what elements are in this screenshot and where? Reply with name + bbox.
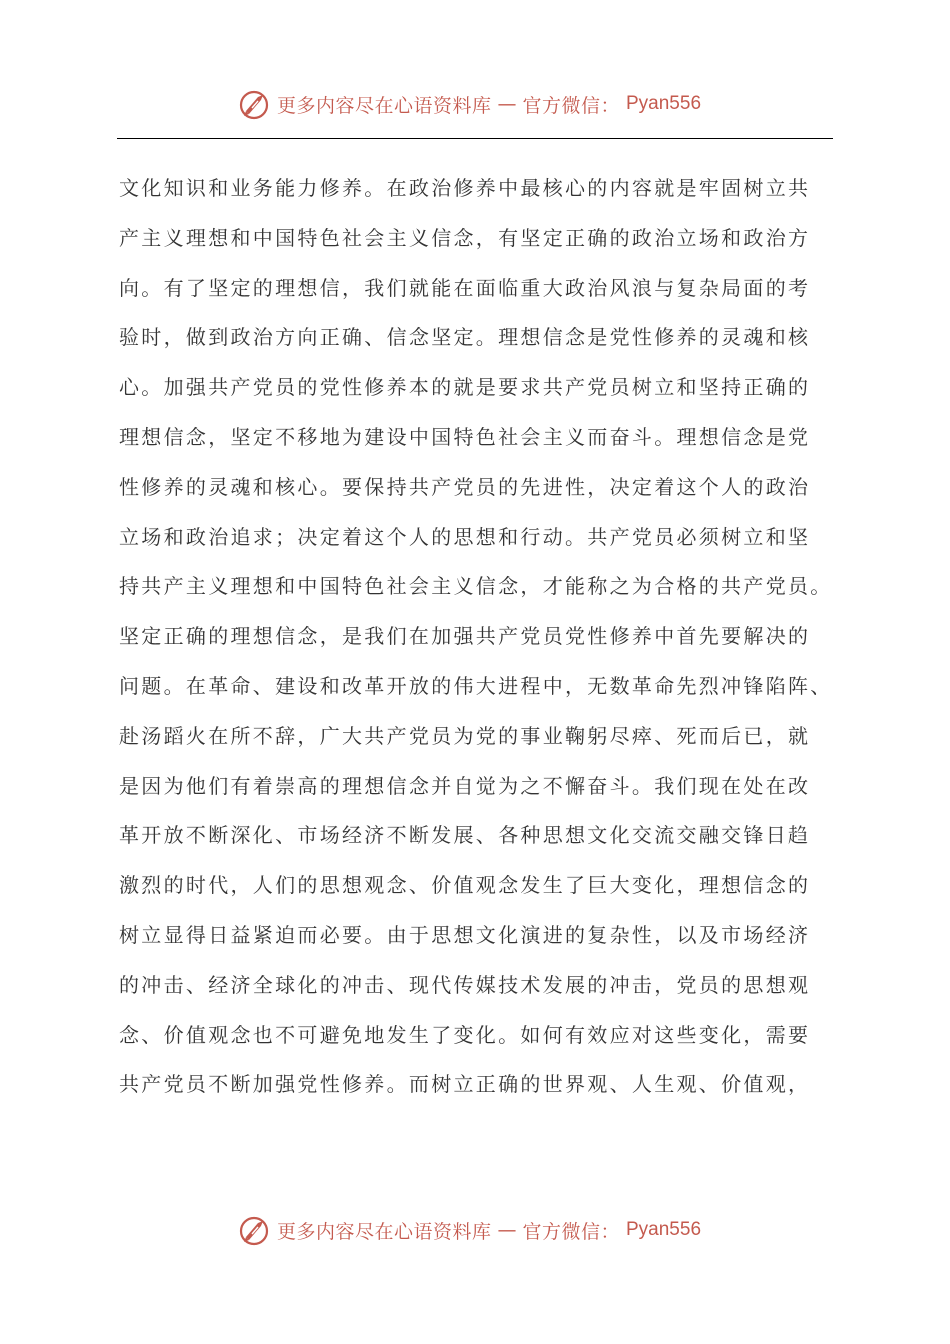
pen-nib-logo-icon bbox=[237, 1213, 271, 1247]
text-line: 是因为他们有着崇高的理想信念并自觉为之不懈奋斗。我们现在处在改 bbox=[119, 773, 811, 798]
text-line: 树立显得日益紧迫而必要。由于思想文化演进的复杂性，以及市场经济 bbox=[119, 922, 811, 947]
document-body bbox=[119, 164, 831, 1110]
text-line: 共产党员不断加强党性修养。而树立正确的世界观、人生观、价值观， bbox=[119, 1072, 811, 1097]
footer-wechat-label: 官方微信： bbox=[522, 1220, 620, 1243]
text-line: 持共产主义理想和中国特色社会主义信念，才能称之为合格的共产党员。 bbox=[119, 574, 833, 599]
text-line: 激烈的时代，人们的思想观念、价值观念发生了巨大变化，理想信念的 bbox=[119, 873, 811, 898]
text-line: 赴汤蹈火在所不辞，广大共产党员为党的事业鞠躬尽瘁、死而后已，就 bbox=[119, 723, 811, 748]
text-line: 心。加强共产党员的党性修养本的就是要求共产党员树立和坚持正确的 bbox=[119, 375, 811, 400]
header-separator: — bbox=[497, 93, 517, 115]
footer-site-name: 更多内容尽在心语资料库 bbox=[276, 1220, 492, 1243]
text-line: 坚定正确的理想信念，是我们在加强共产党员党性修养中首先要解决的 bbox=[119, 624, 811, 649]
header-divider bbox=[117, 138, 833, 139]
footer-banner bbox=[0, 1210, 950, 1250]
text-line: 立场和政治追求；决定着这个人的思想和行动。共产党员必须树立和坚 bbox=[119, 524, 811, 549]
header-wechat-label: 官方微信： bbox=[522, 94, 620, 117]
text-line: 问题。在革命、建设和改革开放的伟大进程中，无数革命先烈冲锋陷阵、 bbox=[119, 673, 833, 698]
text-line: 向。有了坚定的理想信，我们就能在面临重大政治风浪与复杂局面的考 bbox=[119, 275, 811, 300]
text-line: 产主义理想和中国特色社会主义信念，有坚定正确的政治立场和政治方 bbox=[119, 225, 811, 250]
footer-separator: — bbox=[497, 1219, 517, 1241]
text-line: 文化知识和业务能力修养。在政治修养中最核心的内容就是牢固树立共 bbox=[119, 176, 811, 200]
text-line: 革开放不断深化、市场经济不断发展、各种思想文化交流交融交锋日趋 bbox=[119, 823, 811, 848]
header-banner-content bbox=[237, 87, 701, 121]
text-line: 性修养的灵魂和核心。要保持共产党员的先进性，决定着这个人的政治 bbox=[119, 474, 811, 499]
footer-banner-content bbox=[237, 1213, 701, 1247]
header-banner bbox=[0, 84, 950, 124]
text-line: 念、价值观念也不可避免地发生了变化。如何有效应对这些变化，需要 bbox=[119, 1022, 811, 1047]
header-site-name: 更多内容尽在心语资料库 bbox=[276, 94, 492, 117]
text-line: 验时，做到政治方向正确、信念坚定。理想信念是党性修养的灵魂和核 bbox=[119, 325, 811, 350]
header-wechat-id: Pyan556 bbox=[626, 93, 702, 114]
text-line: 理想信念，坚定不移地为建设中国特色社会主义而奋斗。理想信念是党 bbox=[119, 424, 811, 449]
footer-wechat-id: Pyan556 bbox=[626, 1219, 702, 1240]
text-line: 的冲击、经济全球化的冲击、现代传媒技术发展的冲击，党员的思想观 bbox=[119, 972, 811, 997]
pen-nib-logo-icon bbox=[237, 87, 271, 121]
